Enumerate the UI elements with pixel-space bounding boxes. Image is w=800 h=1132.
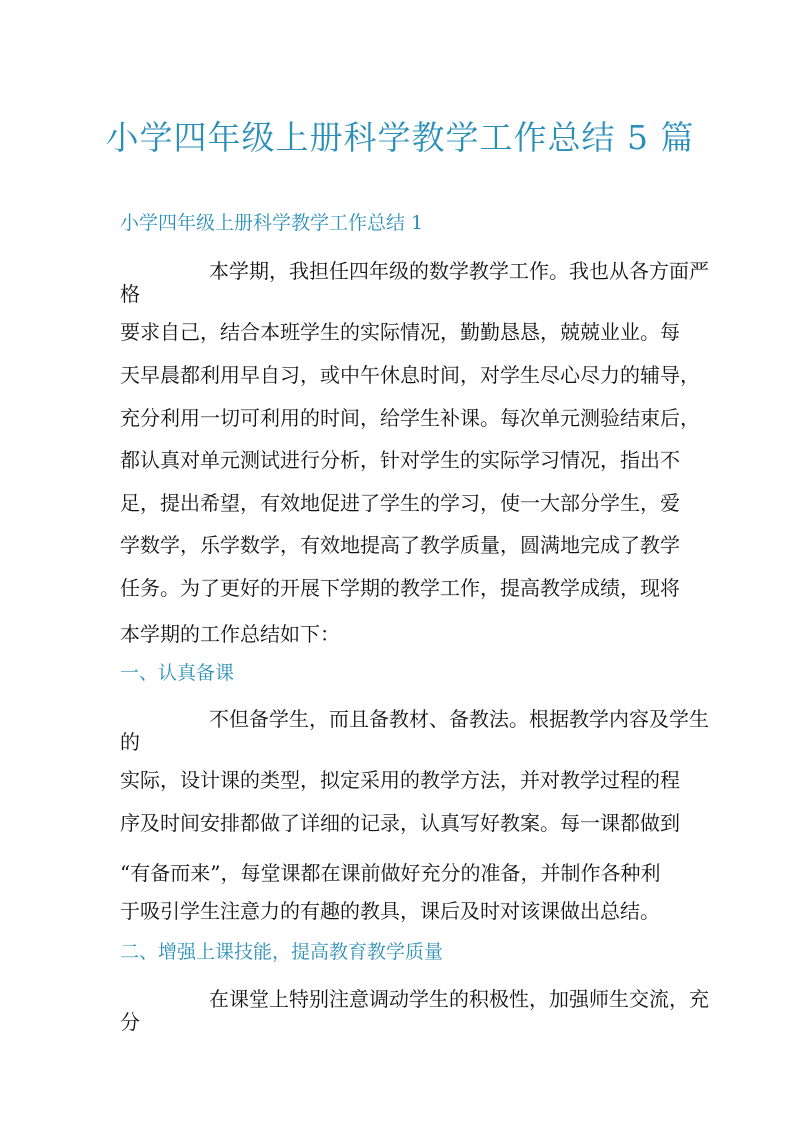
section-heading-prepare-lessons: 一、认真备课 [120, 662, 235, 684]
paragraph-line: 足，提出希望，有效地促进了学生的学习，使一大部分学生，爱 [120, 491, 680, 515]
document-title: 小学四年级上册科学教学工作总结 5 篇 [105, 118, 695, 157]
paragraph-line: 天早晨都利用早自习，或中午休息时间，对学生尽心尽力的辅导， [120, 363, 700, 387]
paragraph-line: 学数学，乐学数学，有效地提高了教学质量，圆满地完成了教学 [120, 533, 680, 557]
paragraph-line: 分 [120, 1010, 140, 1034]
paragraph-line: 序及时间安排都做了详细的记录，认真写好教案。每一课都做到 [120, 811, 680, 835]
section-heading-teaching-quality: 二、增强上课技能，提高教育教学质量 [120, 941, 444, 963]
paragraph-line: 在课堂上特别注意调动学生的积极性，加强师生交流，充 [209, 987, 709, 1011]
paragraph-line: 格 [120, 282, 140, 306]
paragraph-line: 本学期，我担任四年级的数学教学工作。我也从各方面严 [209, 259, 709, 283]
paragraph-line: 本学期的工作总结如下： [120, 622, 340, 646]
paragraph-line: 实际，设计课的类型，拟定采用的教学方法，并对教学过程的程 [120, 768, 680, 792]
paragraph-line: 任务。为了更好的开展下学期的教学工作，提高教学成绩，现将 [120, 576, 680, 600]
paragraph-line: 的 [120, 730, 140, 754]
paragraph-line: 要求自己，结合本班学生的实际情况，勤勤恳恳，兢兢业业。每 [120, 320, 680, 344]
paragraph-line: 于吸引学生注意力的有趣的教具，课后及时对该课做出总结。 [120, 899, 660, 923]
paragraph-line: “有备而来”，每堂课都在课前做好充分的准备，并制作各种利 [120, 861, 661, 885]
paragraph-line: 都认真对单元测试进行分析，针对学生的实际学习情况，指出不 [120, 448, 680, 472]
section-1-heading: 小学四年级上册科学教学工作总结 1 [120, 212, 424, 234]
paragraph-line: 充分利用一切可利用的时间，给学生补课。每次单元测验结束后， [120, 406, 700, 430]
paragraph-line: 不但备学生，而且备教材、备教法。根据教学内容及学生 [209, 707, 709, 731]
